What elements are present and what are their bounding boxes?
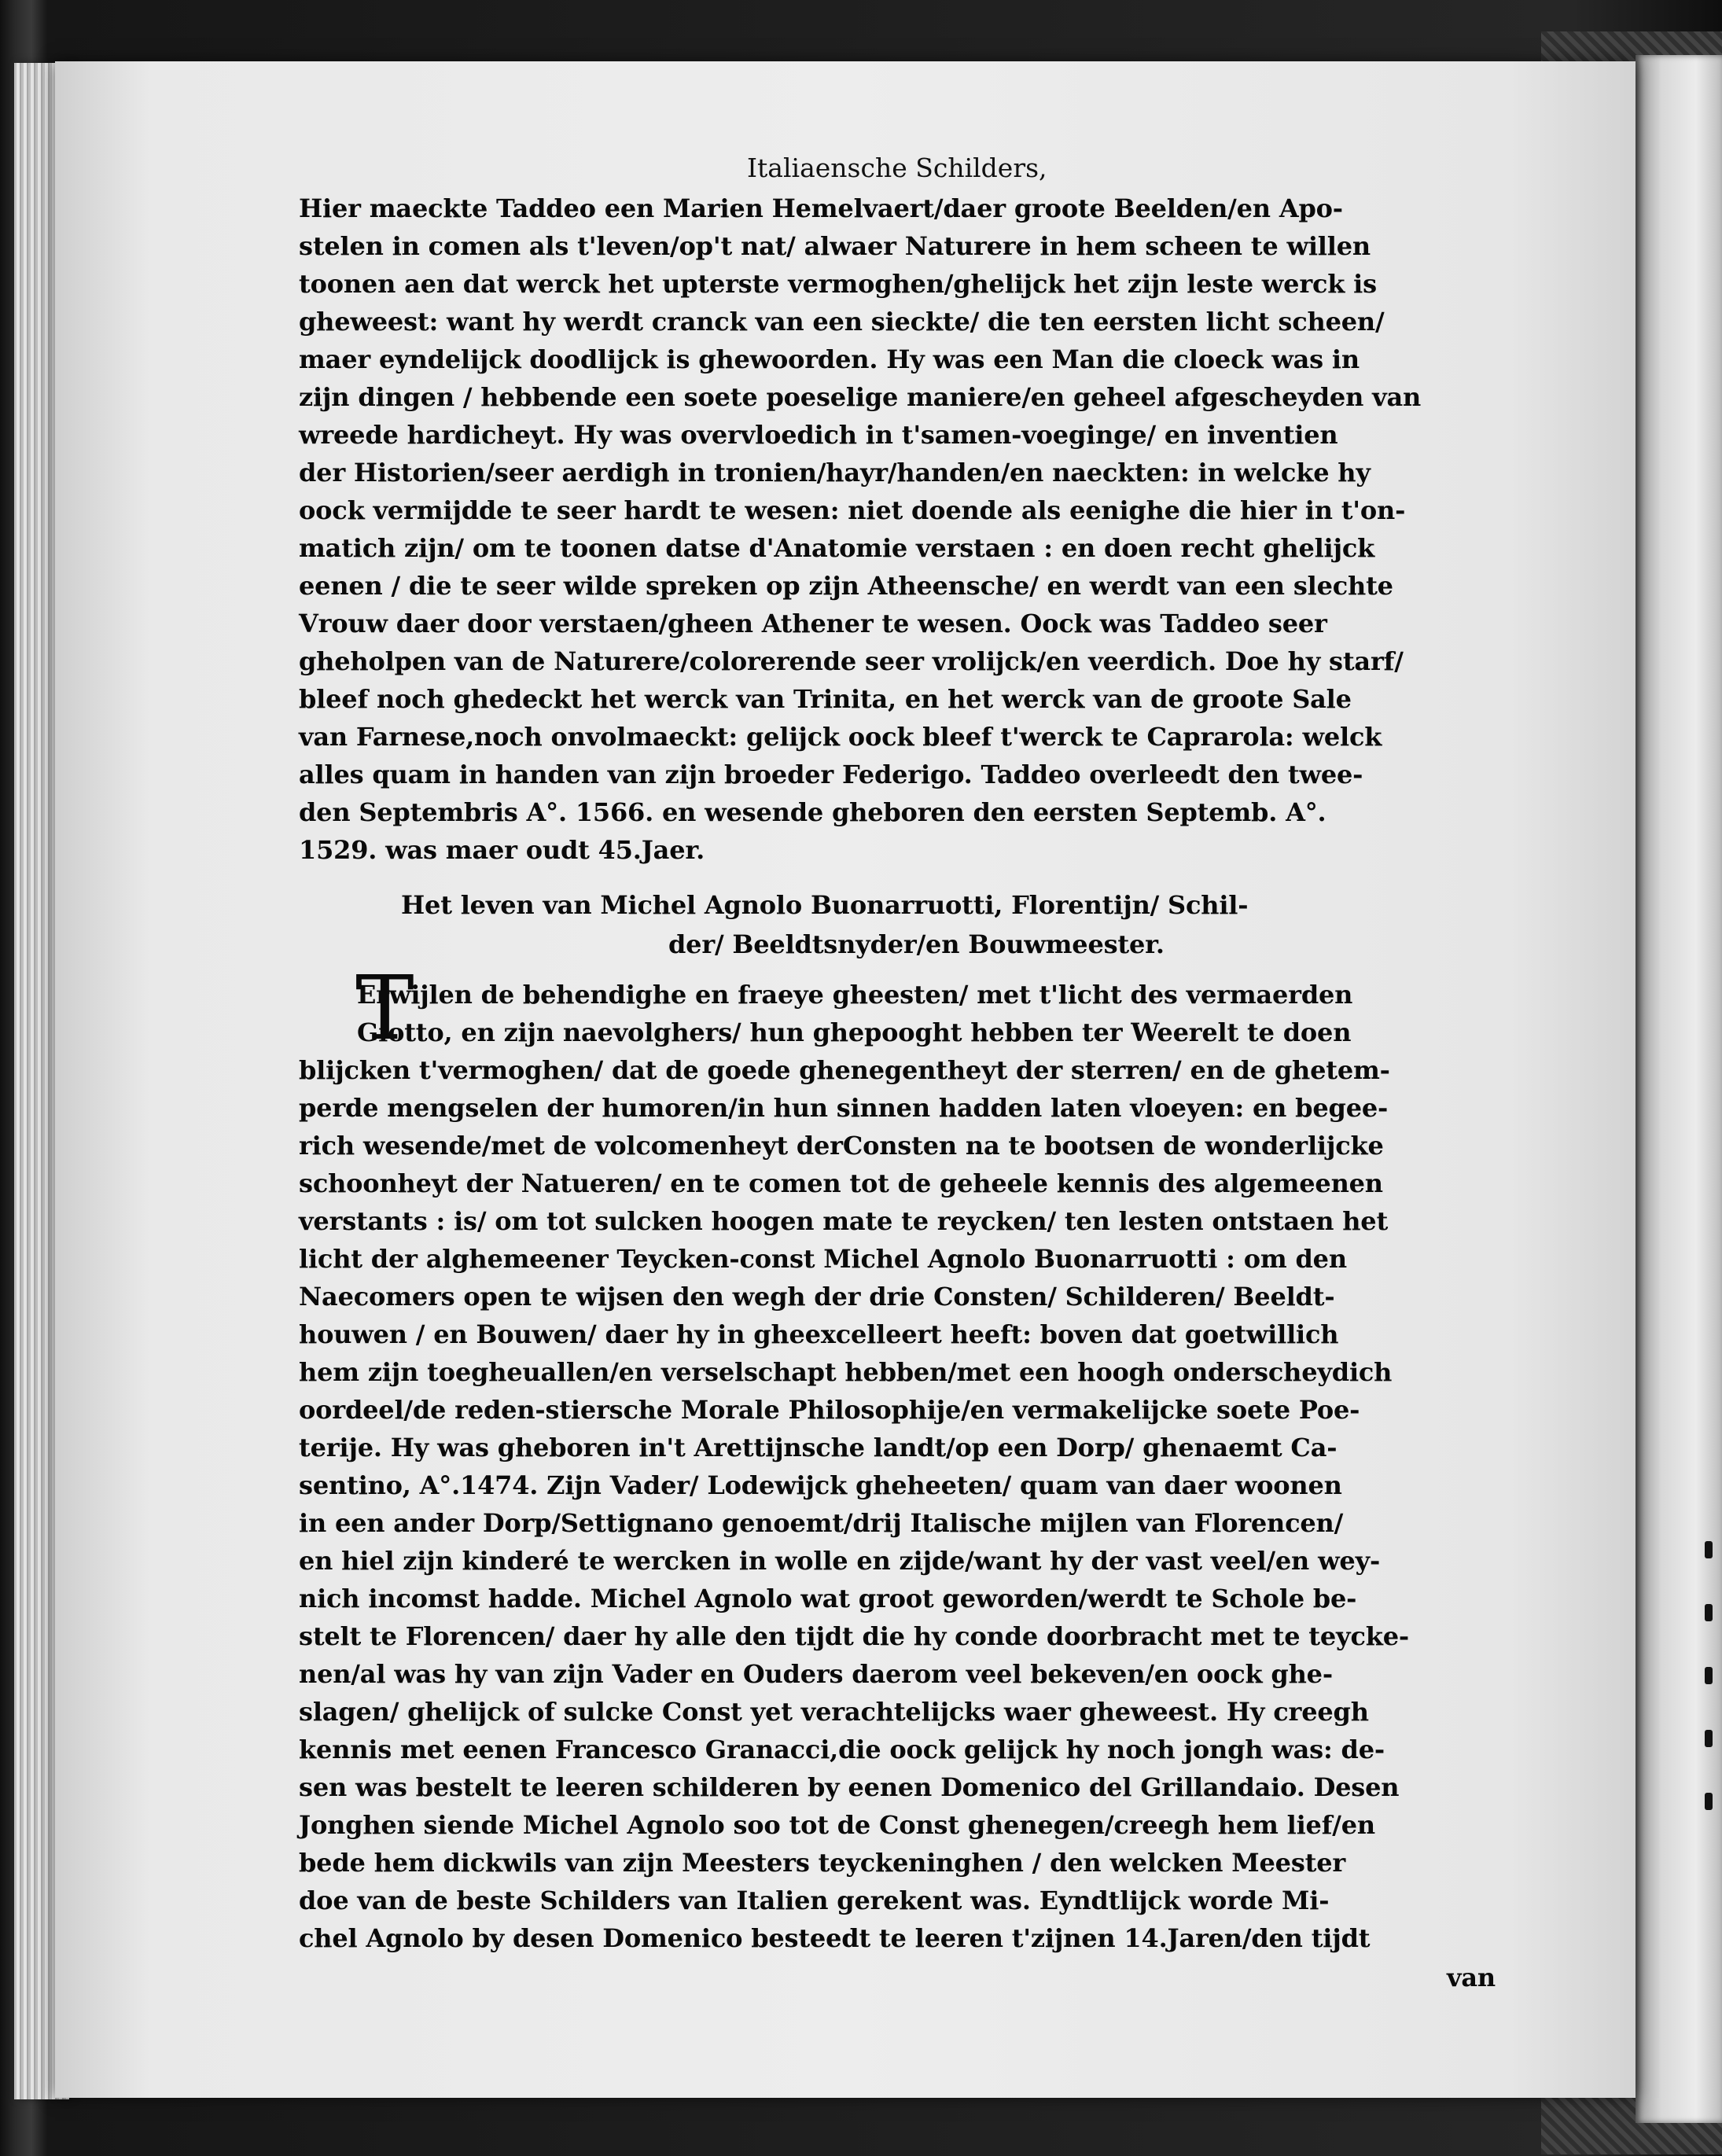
paragraph2-line: Erwijlen de behendighe en fraeye gheesten/ met t'licht des vermaerden (357, 980, 1353, 1010)
paragraph1-line: der Historien/seer aerdigh in tronien/hayr/handen/en naeckten: in welcke hy (299, 458, 1371, 487)
paragraph2-line: perde mengselen der humoren/in hun sinnen hadden laten vloeyen: en begee- (299, 1093, 1389, 1123)
paragraph2-line: chel Agnolo by desen Domenico besteedt te leeren t'zijnen 14.Jaren/den tijdt (299, 1923, 1371, 1953)
paragraph1-line: matich zijn/ om te toonen datse d'Anatomie verstaen : en doen recht ghelijck (299, 533, 1375, 563)
paragraph1-line: stelen in comen als t'leven/op't nat/ alwaer Naturere in hem scheen te willen (299, 231, 1371, 261)
paragraph1-line: alles quam in handen van zijn broeder Federigo. Taddeo overleedt den twee- (299, 760, 1363, 789)
paragraph2-line: Giotto, en zijn naevolghers/ hun ghepooght hebben ter Weerelt te doen (357, 1017, 1352, 1047)
paragraph2-line: slagen/ ghelijck of sulcke Const yet verachtelijcks waer gheweest. Hy creegh (299, 1697, 1369, 1727)
chapter-heading-line: der/ Beeldtsnyder/en Bouwmeester. (668, 929, 1165, 959)
paragraph2-line: doe van de beste Schilders van Italien gerekent was. Eyndtlijck worde Mi- (299, 1886, 1330, 1915)
paragraph1-line: wreede hardicheyt. Hy was overvloedich in t'samen-voeginge/ en inventien (299, 420, 1338, 450)
drop-cap: T (355, 958, 414, 1060)
paragraph1-line: gheholpen van de Naturere/colorerende seer vrolijck/en veerdich. Doe hy starf/ (299, 646, 1404, 676)
chapter-heading-line: Het leven van Michel Agnolo Buonarruotti, Florentijn/ Schil- (401, 890, 1249, 920)
paragraph1-line: Hier maeckte Taddeo een Marien Hemelvaert/daer groote Beelden/en Apo- (299, 193, 1343, 223)
paragraph1-line: gheweest: want hy werdt cranck van een sieckte/ die ten eersten licht scheen/ (299, 307, 1385, 337)
facing-page-edge (1636, 55, 1722, 2123)
paragraph2-line: bede hem dickwils van zijn Meesters teyckeninghen / den welcken Meester (299, 1848, 1346, 1878)
paragraph2-line: schoonheyt der Natueren/ en te comen tot de geheele kennis des algemeenen (299, 1168, 1383, 1198)
paragraph2-line: kennis met eenen Francesco Granacci,die oock gelijck hy noch jongh was: de- (299, 1735, 1385, 1764)
paragraph2-line: Naecomers open te wijsen den wegh der drie Consten/ Schilderen/ Beeldt- (299, 1282, 1335, 1312)
paragraph2-line: rich wesende/met de volcomenheyt derConsten na te bootsen de wonderlijcke (299, 1131, 1384, 1161)
paragraph1-line: oock vermijdde te seer hardt te wesen: niet doende als eenighe die hier in t'on- (299, 495, 1406, 525)
paragraph1-line: van Farnese,noch onvolmaeckt: gelijck oock bleef t'werck te Caprarola: welck (299, 722, 1382, 752)
paragraph2-line: stelt te Florencen/ daer hy alle den tijdt die hy conde doorbracht met te teycke- (299, 1621, 1409, 1651)
paragraph2-line: en hiel zijn kinderé te wercken in wolle en zijde/want hy der vast veel/en wey- (299, 1546, 1381, 1576)
paragraph2-line: in een ander Dorp/Settignano genoemt/drij Italische mijlen van Florencen/ (299, 1508, 1344, 1538)
paragraph1-line: eenen / die te seer wilde spreken op zijn Atheensche/ en werdt van een slechte (299, 571, 1393, 601)
paragraph2-line: blijcken t'vermoghen/ dat de goede ghenegentheyt der sterren/ en de ghetem- (299, 1055, 1390, 1085)
paragraph2-line: hem zijn toegheuallen/en verselschapt hebben/met een hoogh onderscheydich (299, 1357, 1393, 1387)
paragraph2-line: licht der alghemeener Teycken-const Michel Agnolo Buonarruotti : om den (299, 1244, 1347, 1274)
paragraph2-line: verstants : is/ om tot sulcken hoogen mate te reycken/ ten lesten ontstaen het (299, 1206, 1389, 1236)
paragraph1-line: toonen aen dat werck het upterste vermoghen/ghelijck het zijn leste werck is (299, 269, 1377, 299)
paragraph2-line: sen was bestelt te leeren schilderen by eenen Domenico del Grillandaio. Desen (299, 1772, 1400, 1802)
paragraph1-line: Vrouw daer door verstaen/gheen Athener te wesen. Oock was Taddeo seer (299, 609, 1327, 638)
running-head: Italiaensche Schilders, (747, 153, 1047, 183)
paragraph2-line: terije. Hy was gheboren in't Arettijnsche landt/op een Dorp/ ghenaemt Ca- (299, 1433, 1337, 1462)
paragraph1-line: zijn dingen / hebbende een soete poeselige maniere/en geheel afgescheyden van (299, 382, 1422, 412)
paragraph2-line: nich incomst hadde. Michel Agnolo wat groot geworden/werdt te Schole be- (299, 1584, 1357, 1613)
paragraph2-line: nen/al was hy van zijn Vader en Ouders daerom veel bekeven/en oock ghe- (299, 1659, 1333, 1689)
catchword: van (1447, 1963, 1496, 1992)
paragraph2-line: sentino, A°.1474. Zijn Vader/ Lodewijck gheheeten/ quam van daer woonen (299, 1470, 1342, 1500)
paragraph1-line: bleef noch ghedeckt het werck van Trinita, en het werck van de groote Sale (299, 684, 1352, 714)
paragraph1-line: den Septembris A°. 1566. en wesende gheboren den eersten Septemb. A°. (299, 797, 1326, 827)
paragraph1-line: 1529. was maer oudt 45.Jaer. (299, 835, 705, 865)
paragraph1-line: maer eyndelijck doodlijck is ghewoorden. Hy was een Man die cloeck was in (299, 344, 1360, 374)
paragraph2-line: oordeel/de reden-stiersche Morale Philosophije/en vermakelijcke soete Poe- (299, 1395, 1360, 1425)
paragraph2-line: Jonghen siende Michel Agnolo soo tot de Const ghenegen/creegh hem lief/en (299, 1810, 1375, 1840)
paragraph2-line: houwen / en Bouwen/ daer hy in gheexcelleert heeft: boven dat goetwillich (299, 1319, 1339, 1349)
